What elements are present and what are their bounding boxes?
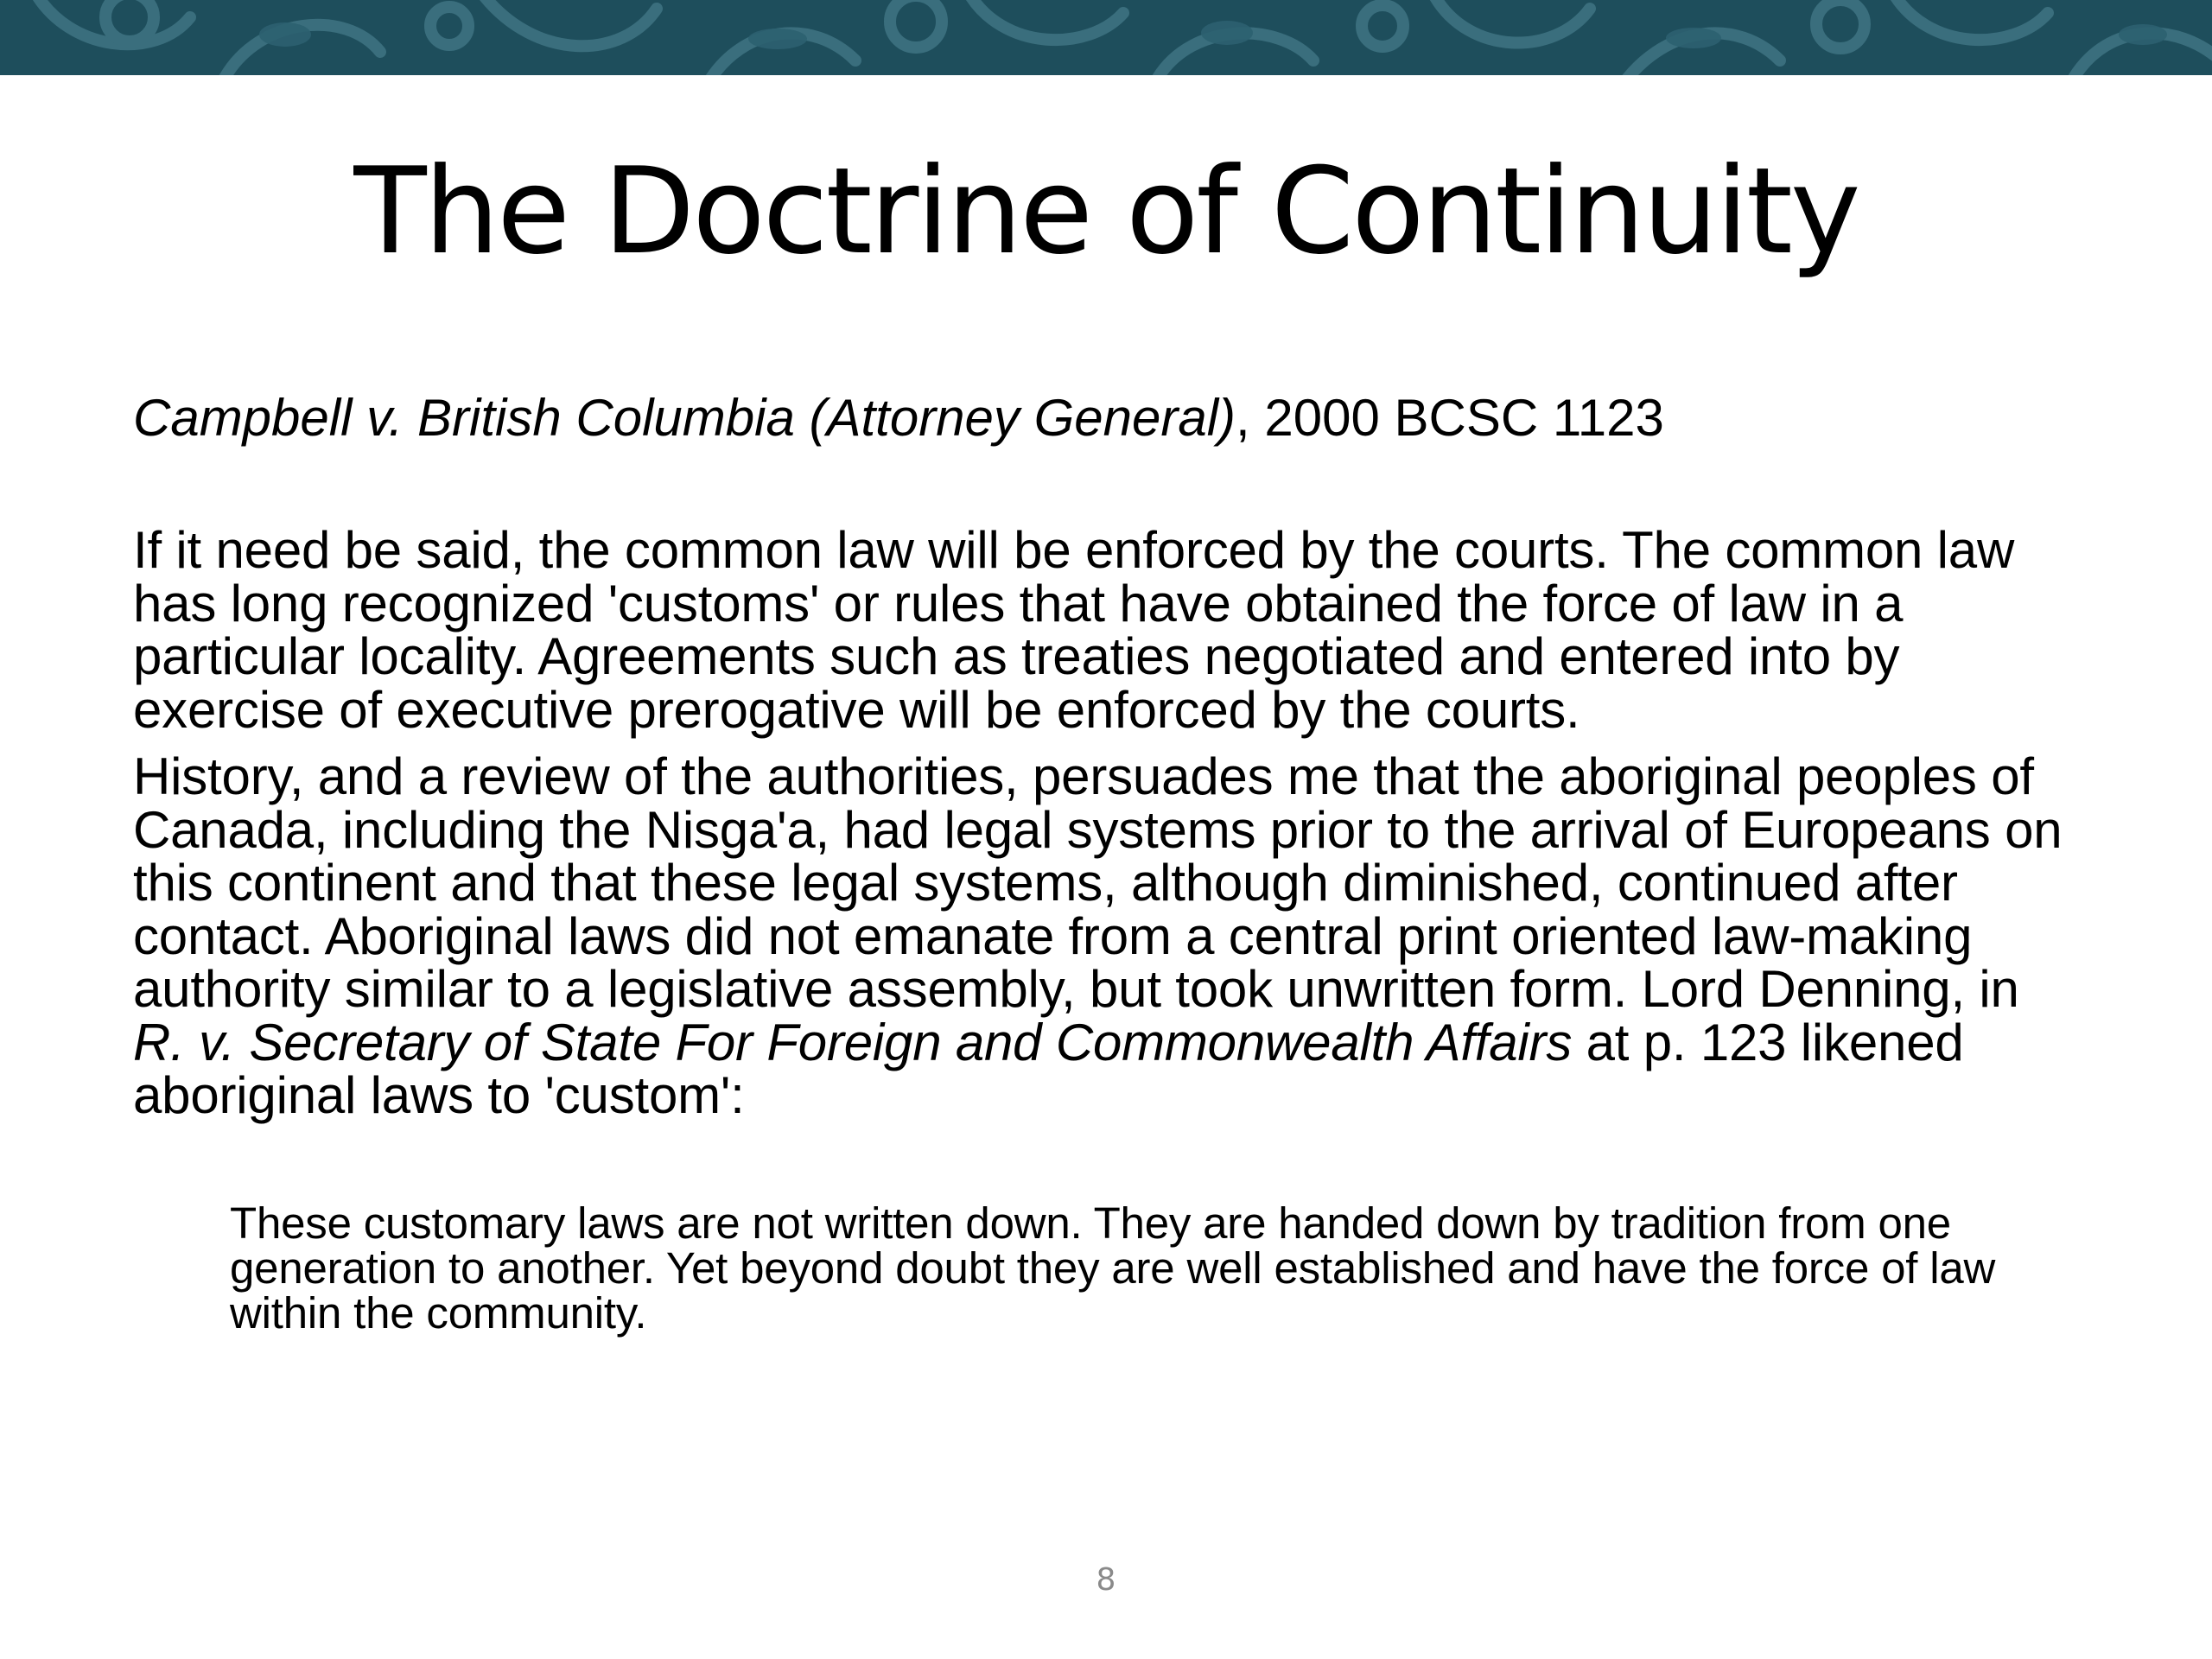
paragraph2-case-italic: R. v. Secretary of State For Foreign and Commonwealth Affairs [133,1013,1573,1071]
case-citation [133,387,2077,449]
decorative-header-banner [0,0,2212,75]
citation-case-name: Campbell v. British Columbia (Attorney General) [133,389,1236,447]
swirl-pattern-icon [0,0,2212,75]
slide-title: The Doctrine of Continuity [353,142,1859,281]
paragraph-common-law: If it need be said, the common law will be enforced by the courts. The common law has long recognized 'customs' or rules that have obtained the force of law in a particular locality. Agreements such as treaties negotiated and entered into by exercise of executive prerogative will be enforced by the courts. [133,521,2015,739]
block-quote: These customary laws are not written down. They are handed down by tradition from one generation to another. Yet beyond doubt they are well established and have the force of law within the community. [230,1198,1996,1338]
paragraph2-text-after: at p. 123 likened aboriginal laws to 'custom': [133,1013,1964,1124]
paragraph2-text-before: History, and a review of the authorities, persuades me that the aboriginal peoples of Canada, including the Nisga'a, had legal systems prior to the arrival of Europeans on this continent and that these legal systems, although diminished, continued after contact. Aboriginal laws did not emanate from a central print oriented law-making authority similar to a legislative assembly, but took unwritten form. Lord Denning, in [133,747,2063,1018]
page-number: 8 [1096,1562,1116,1598]
citation-reference: , 2000 BCSC 1123 [1236,389,1664,447]
paragraph-aboriginal-legal-systems [133,747,2077,1124]
